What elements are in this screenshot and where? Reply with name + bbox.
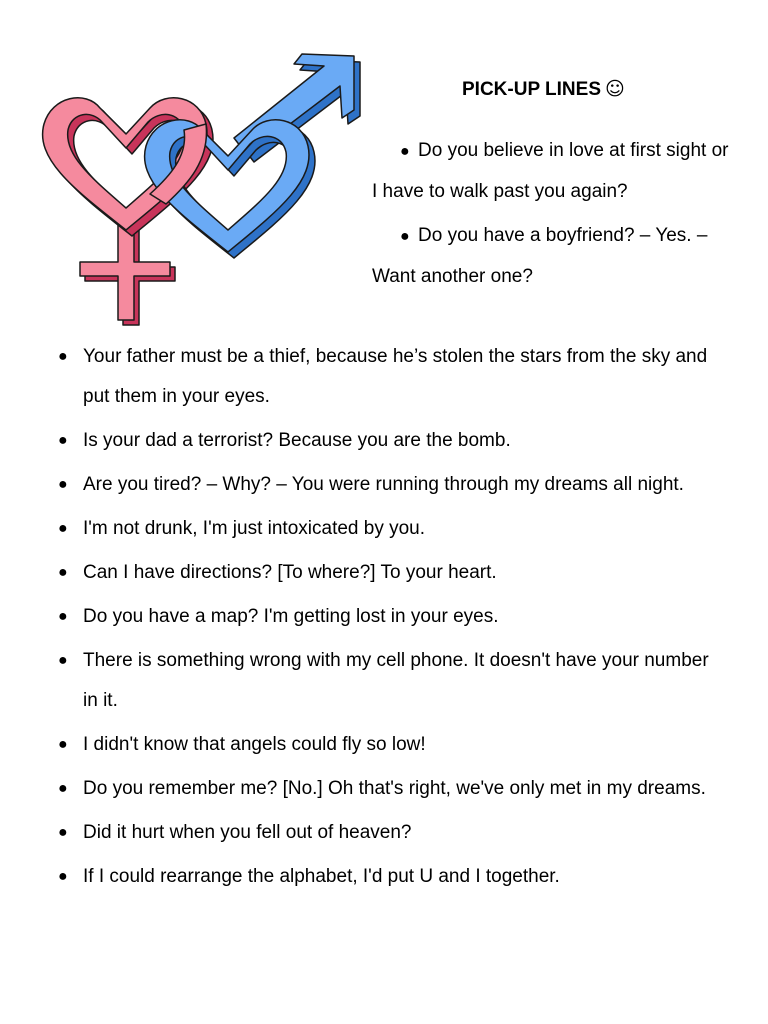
list-item-text: Your father must be a thief, because he’s stolen the stars from the sky and put them in your eyes.	[83, 346, 708, 407]
top-pickup-list	[372, 131, 732, 301]
bullet-icon: ●	[58, 608, 68, 625]
bullet-icon: ●	[58, 432, 68, 449]
bullet-icon: ●	[58, 348, 68, 365]
list-item	[58, 641, 728, 721]
list-item-text: Did it hurt when you fell out of heaven?	[83, 822, 412, 843]
list-item-text: Do you have a boyfriend? – Yes. – Want another one?	[372, 225, 708, 287]
list-item-text: If I could rearrange the alphabet, I'd put U and I together.	[83, 866, 560, 887]
bullet-icon: ●	[58, 652, 68, 669]
list-item	[372, 131, 732, 212]
list-item-text: I didn't know that angels could fly so low!	[83, 734, 426, 755]
list-item	[58, 553, 728, 593]
list-item-text: Do you have a map? I'm getting lost in your eyes.	[83, 606, 499, 627]
list-item	[58, 769, 728, 809]
list-item-text: Is your dad a terrorist? Because you are the bomb.	[83, 430, 511, 451]
list-item-text: Are you tired? – Why? – You were running through my dreams all night.	[83, 474, 684, 495]
bullet-icon: ●	[58, 564, 68, 581]
list-item	[58, 857, 728, 897]
list-item	[58, 813, 728, 853]
list-item-text: There is something wrong with my cell phone. It doesn't have your number in it.	[83, 650, 709, 711]
bullet-icon: ●	[58, 868, 68, 885]
female-male-hearts-icon	[38, 52, 364, 328]
list-item	[58, 509, 728, 549]
list-item	[58, 421, 728, 461]
list-item	[58, 337, 728, 417]
pickup-lines-list	[58, 337, 728, 901]
list-item-text: I'm not drunk, I'm just intoxicated by you.	[83, 518, 426, 539]
bullet-icon: ●	[400, 228, 410, 245]
bullet-icon: ●	[58, 520, 68, 537]
list-item	[372, 216, 732, 297]
page-title	[462, 78, 625, 101]
list-item	[58, 465, 728, 505]
bullet-icon: ●	[58, 476, 68, 493]
list-item	[58, 597, 728, 637]
title-text: PICK-UP LINES	[462, 79, 602, 100]
bullet-icon: ●	[58, 824, 68, 841]
list-item-text: Do you remember me? [No.] Oh that's right, we've only met in my dreams.	[83, 778, 706, 799]
list-item	[58, 725, 728, 765]
bullet-icon: ●	[58, 780, 68, 797]
bullet-icon: ●	[400, 143, 410, 160]
list-item-text: Do you believe in love at first sight or I have to walk past you again?	[372, 140, 729, 202]
bullet-icon: ●	[58, 736, 68, 753]
list-item-text: Can I have directions? [To where?] To your heart.	[83, 562, 497, 583]
smiley-icon: ☺	[605, 78, 625, 100]
